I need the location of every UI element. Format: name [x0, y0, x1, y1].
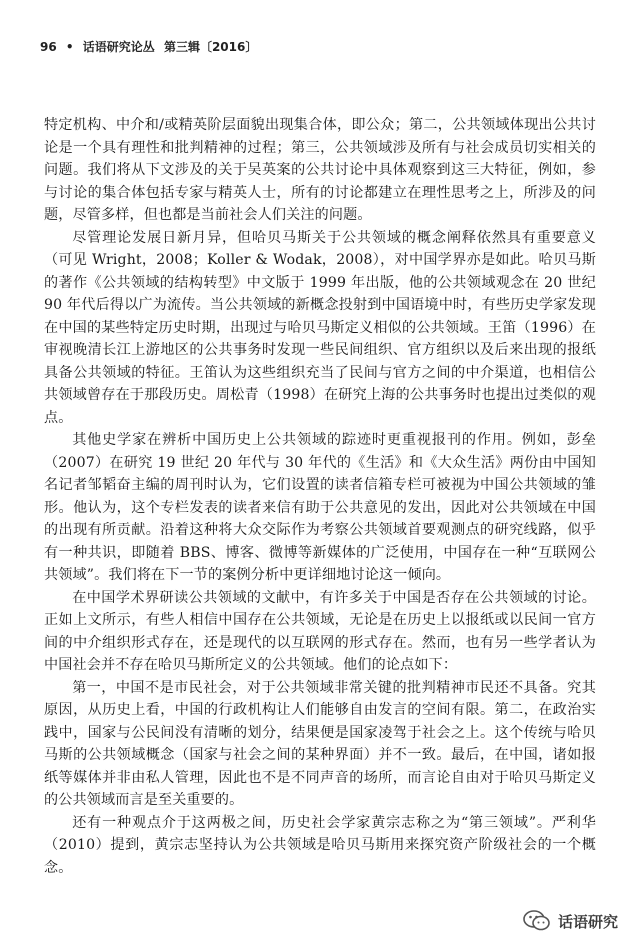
- paragraph: 特定机构、中介和/或精英阶层面貌出现集合体，即公众；第二，公共领域体现出公共讨论是一个具有理性和批判精神的过程；第三，公共领域涉及所有与社会成员切实相关的问题。我们将从下文涉及的关于吴英案的公共讨论中具体观察到这三大特征，例如，参与讨论的集合体包括专家与精英人士，所有的讨论都建立在理性思考之上，所涉及的问题，尽管多样，但也都是当前社会人们关注的问题。: [44, 117, 596, 223]
- running-header: [40, 38, 600, 55]
- paragraph: 在中国学术界研读公共领域的文献中，有许多关于中国是否存在公共领域的讨论。正如上文所示，有些人相信中国存在公共领域，无论是在历史上以报纸或以民间一官方间的中介组织形式存在，还是现代的以互联网的形式存在。然而，也有另一些学者认为中国社会并不存在哈贝马斯所定义的公共领域。他们的论点如下：: [44, 589, 596, 673]
- journal-title: 话语研究论丛: [82, 40, 155, 54]
- watermark-text: 话语研究: [557, 912, 618, 931]
- issue-label: 第三辑〔2016〕: [163, 40, 258, 54]
- watermark: [522, 909, 618, 933]
- wechat-icon: [522, 909, 552, 933]
- page-number: 96: [40, 40, 57, 54]
- paragraph: 第一，中国不是市民社会，对于公共领域非常关键的批判精神市民还不具备。究其原因，从历史上看，中国的行政机构让人们能够自由发言的空间有限。第二，在政治实践中，国家与公民间没有清晰的划分，结果便是国家凌驾于社会之上。这个传统与哈贝马斯的公共领域概念（国家与社会之间的某种界面）并不一致。最后，在中国，诸如报纸等媒体并非由私人管理，因此也不是不同声音的场所，而言论自由对于哈贝马斯定义的公共领域而言是至关重要的。: [44, 679, 596, 808]
- paragraph: 其他史学家在辨析中国历史上公共领域的踪迹时更重视报刊的作用。例如，彭垒（2007）在研究 19 世纪 20 年代与 30 年代的《生活》和《大众生活》两份由中国知名记者邹韬奋主编的周刊时认为，它们设置的读者信箱专栏可被视为中国公共领域的雏形。他认为，这个专栏发表的读者来信有助于公共意见的发出，因此对公共领域在中国的出现有所贡献。沿着这种将大众交际作为考察公共领域首要观测点的研究线路，似乎有一种共识，即随着 BBS、博客、微博等新媒体的广泛使用，中国存在一种“互联网公共领域”。我们将在下一节的案例分析中更详细地讨论这一倾向。: [44, 432, 596, 583]
- article-body: [44, 114, 596, 879]
- paragraph: 尽管理论发展日新月异，但哈贝马斯关于公共领域的概念阐释依然具有重要意义（可见 Wright，2008；Koller & Wodak，2008），对中国学界亦是如此。哈贝马斯的著作《公共领域的结构转型》中文版于 1999 年出版，他的公共领域观念在 20 世纪 90 年代后得以广为流传。当公共领域的新概念投射到中国语境中时，有些历史学家发现在中国的某些特定历史时期，出现过与哈贝马斯定义相似的公共领域。王笛（1996）在审视晚清长江上游地区的公共事务时发现一些民间组织、官方组织以及后来出现的报纸具备公共领域的特征。王笛认为这些组织充当了民间与官方之间的中介渠道，也相信公共领域曾存在于那段历史。周松青（1998）在研究上海的公共事务时也提出过类似的观点。: [44, 229, 596, 426]
- header-bullet: •: [65, 40, 74, 54]
- paragraph: 还有一种观点介于这两极之间，历史社会学家黄宗志称之为“第三领域”。严利华（2010）提到，黄宗志坚持认为公共领域是哈贝马斯用来探究资产阶级社会的一个概念。: [44, 814, 596, 876]
